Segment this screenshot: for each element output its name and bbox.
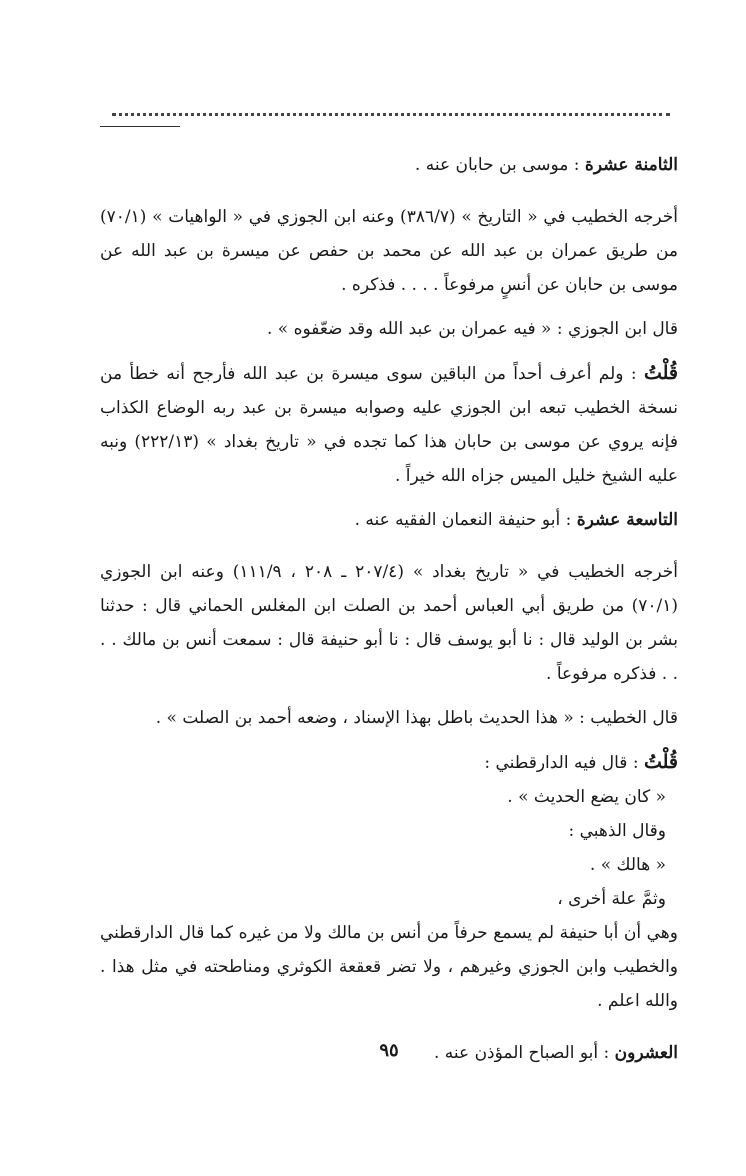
section-19-paragraph-2: قال الخطيب : « هذا الحديث باطل بهذا الإسناد ، وضعه أحمد بن الصلت » . [155, 708, 678, 728]
section-18-paragraph-1: أخرجه الخطيب في « التاريخ » (٣٨٦/٧) وعنه ابن الجوزي في « الواهيات » (٧٠/١) من طريق عمران بن عبد الله عن محمد بن حفص عن ميسرة بن عبد الله عن موسى بن حابان عن أنسٍ مرفوعاً . . . . فذكره . [100, 207, 678, 295]
page-number: ٩٥ [379, 1040, 399, 1061]
section-18-paragraph-2: قال ابن الجوزي : « فيه عمران بن عبد الله وقد ضعّفوه » . [266, 319, 678, 339]
section-18-heading-rest: : موسى بن حابان عنه . [414, 155, 585, 175]
section-20-heading-rest: : أبو الصباح المؤذن عنه . [433, 1043, 615, 1063]
section-19-paragraph-3: وهي أن أبا حنيفة لم يسمع حرفاً من أنس بن مالك ولا من غيره كما قال الدارقطني والخطيب وابن الجوزي وغيرهم ، ولا تضر قعقعة الكوثري ومناطحته في مثل هذا . والله اعلم . [100, 923, 678, 1011]
section-19-line-3: وقال الذهبي : [568, 821, 666, 841]
page-body [100, 148, 678, 1080]
section-19-heading [100, 503, 678, 537]
section-18-paragraph-3 [100, 356, 678, 493]
section-19-lead: التاسعة عشرة [576, 510, 678, 530]
section-19-quote-1: « كان يضع الحديث » . [507, 787, 666, 807]
dotted-separator [112, 113, 670, 116]
book-page [100, 0, 678, 1176]
section-20-lead: العشرون [614, 1043, 678, 1063]
section-18-paragraph-3-rest: : ولم أعرف أحداً من الباقين سوى ميسرة بن عبد الله فأرجح أنه خطأ من نسخة الخطيب تبعه ابن الجوزي عليه وصوابه ميسرة بن عبد ربه الوضاع الكذاب فإنه يروي عن موسى بن حابان هذا كما تجده في « تاريخ بغداد » (٢٢٢/١٣) ونبه عليه الشيخ خليل الميس جزاه الله خيراً . [100, 364, 678, 486]
section-19-paragraph-1: أخرجه الخطيب في « تاريخ بغداد » (٢٠٧/٤ ـ ٢٠٨ ، ١١١/٩) وعنه ابن الجوزي (٧٠/١) من طريق أبي العباس أحمد بن الصلت ابن المغلس الحماني قال : حدثنا بشر بن الوليد قال : نا أبو يوسف قال : نا أبو حنيفة قال : سمعت أنس بن مالك . . . . فذكره مرفوعاً . [100, 562, 679, 684]
section-19-qult-rest: : قال فيه الدارقطني : [484, 753, 644, 773]
section-19-qult-line [100, 745, 678, 780]
section-18-qult: قُلْتُ [643, 362, 678, 384]
section-18-heading [100, 148, 678, 182]
section-18-lead: الثامنة عشرة [584, 155, 678, 175]
section-19-line-5: وثمَّ علة أخرى ، [557, 889, 666, 909]
section-19-quote-2: « هالك » . [589, 855, 666, 875]
section-19-heading-rest: : أبو حنيفة النعمان الفقيه عنه . [354, 510, 577, 530]
footnote-rule [100, 126, 180, 127]
section-19-qult: قُلْتُ [643, 751, 678, 773]
